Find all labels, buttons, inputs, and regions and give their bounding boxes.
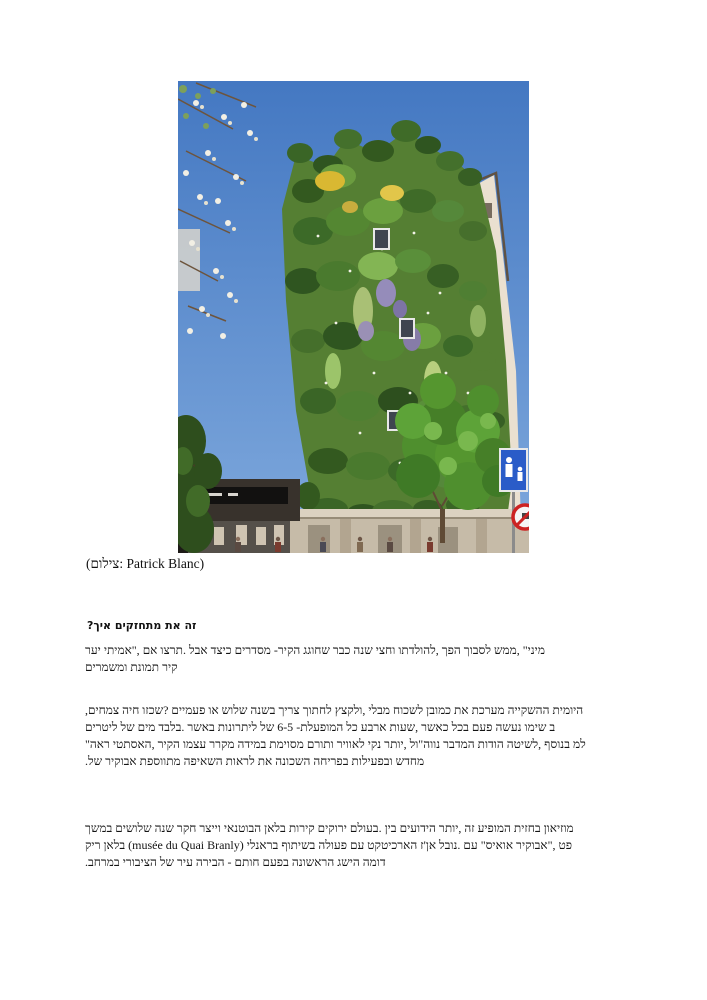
text-segment: במשך [85,821,113,835]
text-segment: להולדתו [398,643,436,657]
text-segment: של [159,855,175,869]
text-segment: ' [423,838,426,852]
paragraph-2 [85,702,586,770]
text-segment: ראה [89,737,110,751]
section-heading [87,619,196,632]
text-segment: הבוטנאי [223,821,262,835]
text-segment: את [257,754,273,768]
text-segment: 6-5 [277,720,294,734]
text-segment: קיר [162,660,178,674]
text-segment: צריך [278,703,300,717]
text-segment: במידה [237,737,267,751]
text-segment: יער [85,643,101,657]
text-segment: " [522,643,528,657]
paragraph-line [85,702,586,719]
text-segment: ב [549,720,556,734]
text-segment: עם [350,838,365,852]
text-segment: הארכיטקט [367,838,418,852]
paragraph-1 [85,642,545,676]
text-segment: מיני [527,643,545,657]
text-segment: ? [87,619,94,632]
text-segment: . [85,855,88,869]
text-segment: ומשמרים [85,660,128,674]
text-segment: מסוימת [269,737,304,751]
text-segment: . [457,838,461,852]
text-segment: עצמו [182,737,207,751]
text-segment: , [362,703,366,717]
text-segment: דומה [362,855,386,869]
text-segment: מסדרים [234,643,271,657]
paragraph-line [85,719,586,736]
text-segment: בעולם [349,821,379,835]
paragraph-line [85,659,545,676]
text-segment: שכזו [142,703,164,717]
text-segment: פעם [471,720,493,734]
text-segment: פעמיים [171,703,206,717]
text-segment: , [458,821,462,835]
text-segment: בחזית [513,821,541,835]
text-segment: Blanc) [168,556,205,571]
text-segment: Patrick [126,556,165,571]
text-segment: - [227,855,232,869]
prohibition-sign [513,505,529,529]
text-segment: וחצי [375,643,396,657]
text-segment: אבל [188,643,208,657]
text-segment: אן [425,838,437,852]
text-segment: לסבוך [463,643,491,657]
text-segment: המופיע [477,821,511,835]
paragraph-line [85,736,586,753]
text-segment: - [296,720,301,734]
text-segment: מבלי [368,703,390,717]
text-segment: במרחב [88,855,120,869]
text-segment: ", [131,643,140,657]
text-segment: " [480,838,486,852]
text-segment: עיר [177,855,193,869]
text-segment: בנוסף [544,737,570,751]
text-segment: , [151,737,155,751]
text-segment: של [88,754,103,768]
text-segment: שלושים [115,821,152,835]
text-segment: הקיר [157,737,180,751]
text-segment: הקיר [277,643,301,657]
text-segment: בין [384,821,397,835]
vertical-garden-photo-art [178,81,529,553]
text-segment: שימו [524,720,547,734]
text-segment: Quai [180,838,205,852]
text-segment: - [273,643,278,657]
text-segment: שעות [389,720,416,734]
text-segment: הראשונה [291,855,335,869]
text-segment: בכל [451,720,469,734]
text-segment: מתחזקים [114,619,162,632]
text-segment: ( [86,556,91,571]
paragraph-line [85,837,574,854]
text-segment: ליתרונות [217,720,258,734]
text-segment: מחדש [395,754,425,768]
text-segment: נווה [423,737,441,751]
paragraph-3 [85,820,574,871]
text-segment: בראנלי [246,838,279,852]
paragraph-line [85,820,574,837]
paragraph-line [85,642,545,659]
text-segment: מוזיאון [543,821,574,835]
text-segment: . [85,754,88,768]
text-segment: זה [184,619,197,632]
text-segment: הישג [337,855,360,869]
text-segment: " [418,737,424,751]
text-segment: Branly) [207,838,244,852]
text-segment: מתווספת [139,754,181,768]
text-segment: לראות [225,754,255,768]
text-segment: ירוקים [317,821,347,835]
text-segment: אבוקיר [516,838,548,852]
photo-credit-caption [86,556,204,572]
background-building-left [178,229,200,291]
text-segment: ריק [85,838,101,852]
text-segment: הבירה [195,855,225,869]
text-segment: ז [420,838,424,852]
text-segment: היומית [552,703,584,717]
text-segment: צמחים [88,703,120,717]
text-segment: ", [547,838,556,852]
paragraph-line [85,753,586,770]
text-segment: קירות [288,821,315,835]
text-segment: וייצר [199,821,221,835]
text-segment: השכונה [275,754,311,768]
text-segment: אואיס [485,838,514,852]
text-segment: איך [93,619,111,632]
text-segment: : [119,556,124,571]
text-segment: בלאן [103,838,126,852]
text-segment: ארבע [360,720,387,734]
text-segment: אם [142,643,158,657]
text-segment: נובל [439,838,458,852]
text-segment: שנה [154,821,174,835]
text-segment: , [435,643,439,657]
text-segment: כאשר [421,720,449,734]
text-segment: ול [409,737,419,751]
text-segment: , [415,720,419,734]
text-segment: כמובן [426,703,452,717]
text-segment: פעולה [318,838,348,852]
text-segment: בפעם [262,855,289,869]
text-segment: נקי [367,737,382,751]
text-segment: ההשקייה [507,703,550,717]
text-segment: הודות [477,737,504,751]
text-segment: , [85,703,88,717]
text-segment: חותם [234,855,260,869]
text-segment: לשיטה [506,737,539,751]
text-segment: באשר [187,720,215,734]
text-segment: ותורם [306,737,334,751]
text-segment: ולקצץ [334,703,363,717]
text-segment: המופעלת [300,720,344,734]
text-segment: ובפעילות [351,754,393,768]
text-segment: השאיפה [183,754,223,768]
text-segment: הפך [441,643,461,657]
text-segment: הידועים [399,821,436,835]
text-segment: ממש [493,643,517,657]
paragraph-line [85,854,574,871]
text-segment: בפריחה [313,754,349,768]
text-segment: יותר [438,821,459,835]
text-segment: " [85,737,90,751]
text-segment: נעשה [495,720,522,734]
text-segment: לחתוך [302,703,332,717]
text-segment: , [403,737,407,751]
text-segment: חיה [122,703,140,717]
text-segment: מערכת [471,703,505,717]
text-segment: בלאן [264,821,286,835]
text-segment: זה [464,821,475,835]
text-segment: תמונת [130,660,160,674]
text-segment: בשיתוף [281,838,316,852]
text-segment: . [378,821,382,835]
text-segment: , [516,643,520,657]
text-segment: כבר [332,643,351,657]
text-segment: (musée [128,838,163,852]
text-segment: מקרר [209,737,235,751]
text-segment: אבוקיר [105,754,137,768]
text-segment: כל [346,720,358,734]
text-segment: של [260,720,275,734]
text-segment: שלוש [221,703,248,717]
text-segment: שחוגג [303,643,330,657]
text-segment: בשנה [250,703,276,717]
text-segment: , [538,737,542,751]
text-segment: של [120,720,135,734]
text-segment: לשכוח [393,703,424,717]
text-segment: חקר [176,821,197,835]
text-segment: du [165,838,178,852]
text-segment: המדבר [443,737,475,751]
text-segment: הציבורי [122,855,157,869]
text-segment: יותר [384,737,404,751]
text-segment: בלבד [158,720,182,734]
text-segment: ליטרים [85,720,118,734]
text-segment: פט [558,838,573,852]
text-segment: האסתטי [112,737,152,751]
text-segment: או [208,703,219,717]
text-segment: לאוויר [336,737,365,751]
text-segment: תרצו [160,643,183,657]
text-segment: ? [163,703,169,717]
text-segment: כיצד [210,643,232,657]
text-segment: צילום [90,556,120,571]
text-segment: אמיתי [103,643,132,657]
text-segment: . [182,643,186,657]
text-segment: . [181,720,185,734]
text-segment: עם [463,838,478,852]
text-segment: מים [137,720,156,734]
text-segment: את [454,703,469,717]
vertical-garden-photo [178,81,529,553]
text-segment: למ [572,737,586,751]
text-segment: את [165,619,181,632]
text-segment: שנה [353,643,373,657]
